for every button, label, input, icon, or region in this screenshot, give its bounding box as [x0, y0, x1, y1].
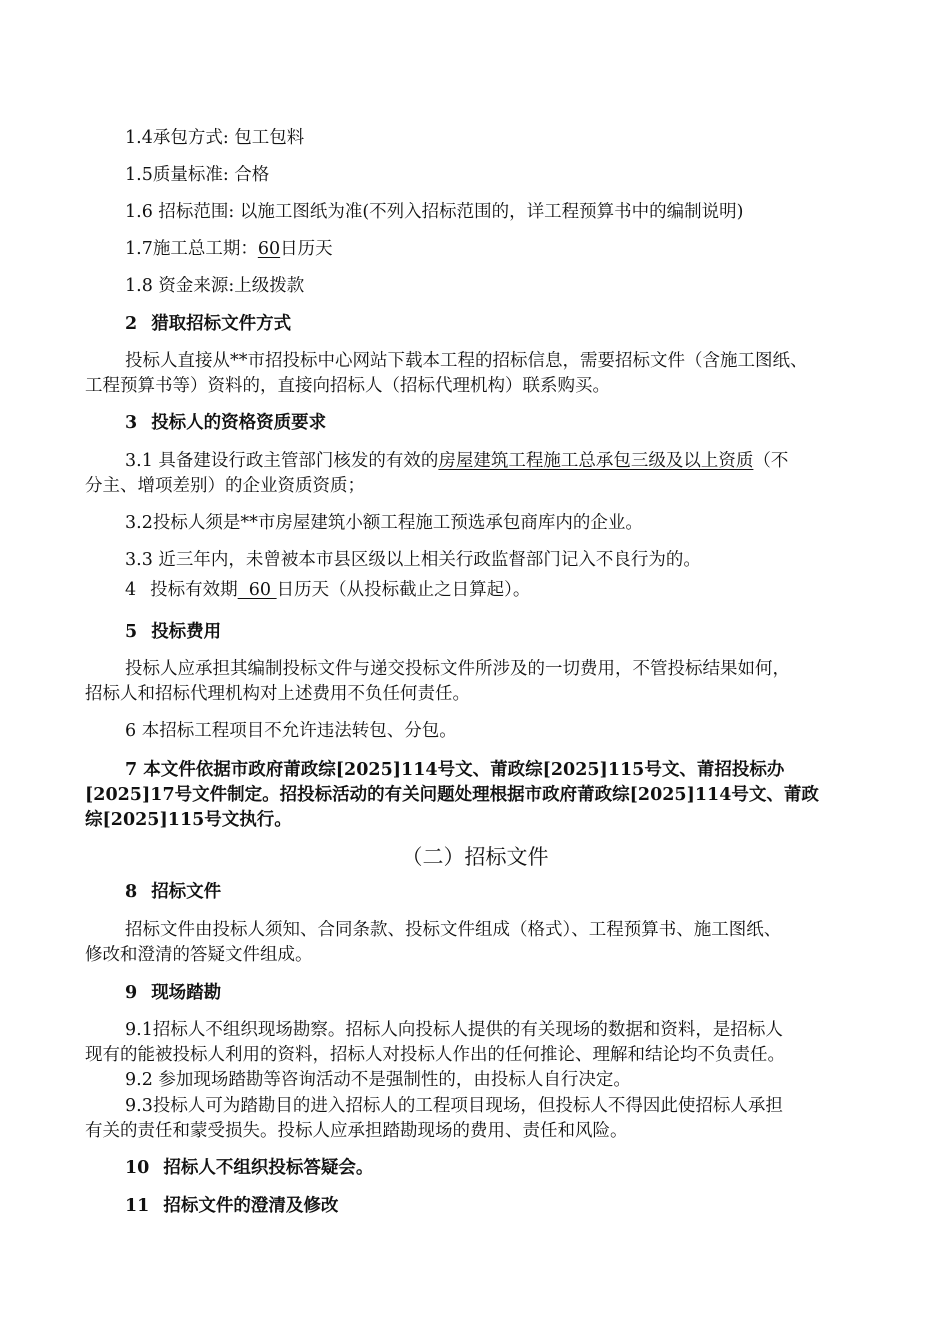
section-9-heading: [125, 981, 221, 1005]
item-1-6: [125, 200, 744, 224]
section-2-para-line-2: 工程预算书等）资料的，直接向招标人（招标代理机构）联系购买。: [85, 376, 610, 396]
item-1-7-suffix: 日历天: [280, 239, 333, 259]
section-5-heading: [125, 620, 221, 644]
section-4-prefix: 投标有效期: [150, 580, 238, 600]
section-7-line-2: [2025]17号文件制定。招投标活动的有关问题处理根据市政府莆政综[2025]114号文、莆政: [85, 785, 819, 805]
item-9-3-line-1: 9.3投标人可为踏勘目的进入招标人的工程项目现场，但投标人不得因此使招标人承担: [125, 1096, 783, 1116]
section-11-title: 招标文件的澄清及修改: [163, 1196, 339, 1216]
section-4-number: 4: [125, 580, 137, 600]
construction-period-value: 60: [257, 239, 281, 259]
section-8-title: 招标文件: [151, 882, 222, 902]
item-9-1-line-1: 9.1招标人不组织现场勘察。招标人向投标人提供的有关现场的数据和资料，是招标人: [125, 1020, 783, 1040]
section-8-para-line-2: 修改和澄清的答疑文件组成。: [85, 945, 313, 965]
item-3-2: 3.2投标人须是**市房屋建筑小额工程施工预选承包商库内的企业。: [125, 513, 643, 533]
section-11-number: 11: [125, 1196, 150, 1216]
item-1-8: [125, 274, 304, 298]
section-3-heading: [125, 411, 326, 435]
section-9-number: 9: [125, 983, 138, 1003]
section-9-title: 现场踏勘: [151, 983, 222, 1003]
item-9-1-line-2: 现有的能被投标人利用的资料，招标人对投标人作出的任何推论、理解和结论均不负责任。: [85, 1045, 785, 1065]
item-1-8-text: 1.8 资金来源:上级拨款: [125, 276, 305, 296]
item-1-7-prefix: 1.7施工总工期：: [125, 239, 258, 259]
item-3-3: 3.3 近三年内，未曾被本市县区级以上相关行政监督部门记入不良行为的。: [125, 550, 701, 570]
item-9-3-line-2: 有关的责任和蒙受损失。投标人应承担踏勘现场的费用、责任和风险。: [85, 1121, 628, 1141]
item-3-1-prefix: 3.1 具备建设行政主管部门核发的有效的: [125, 451, 439, 471]
section-2-number: 2: [125, 314, 138, 334]
section-5-title: 投标费用: [151, 622, 222, 642]
section-2-heading: [125, 312, 291, 336]
section-3-title: 投标人的资格资质要求: [151, 413, 327, 433]
section-4-suffix: 日历天（从投标截止之日算起）。: [276, 580, 531, 600]
qualification-requirement: 房屋建筑工程施工总承包三级及以上资质: [438, 451, 754, 471]
item-1-4: [125, 126, 304, 150]
section-5-number: 5: [125, 622, 138, 642]
section-11-heading: [125, 1194, 338, 1218]
bid-validity-value: 60: [237, 580, 277, 600]
item-3-1-line-2: 分主、增项差别）的企业资质资质；: [85, 476, 365, 496]
section-10-number: 10: [125, 1158, 150, 1178]
item-1-5: [125, 163, 269, 187]
item-9-2: 9.2 参加现场踏勘等咨询活动不是强制性的，由投标人自行决定。: [125, 1070, 631, 1090]
section-3-number: 3: [125, 413, 138, 433]
section-7-line-3: 综[2025]115号文执行。: [85, 810, 292, 830]
item-3-1-line-1: [125, 449, 788, 473]
section-8-number: 8: [125, 882, 138, 902]
item-1-7: [125, 237, 333, 261]
section-8-heading: [125, 880, 221, 904]
section-5-para-line-1: 投标人应承担其编制投标文件与递交投标文件所涉及的一切费用，不管投标结果如何，: [125, 659, 790, 679]
section-10-heading: [125, 1156, 373, 1180]
section-2-title: 猎取招标文件方式: [151, 314, 292, 334]
item-1-4-text: 1.4承包方式: 包工包料: [125, 128, 305, 148]
section-6: 6 本招标工程项目不允许违法转包、分包。: [125, 721, 457, 741]
item-1-5-text: 1.5质量标准: 合格: [125, 165, 270, 185]
section-2-para-line-1: 投标人直接从**市招投标中心网站下载本工程的招标信息，需要招标文件（含施工图纸、: [125, 351, 808, 371]
part-2-heading: （二）招标文件: [401, 845, 549, 869]
section-8-para-line-1: 招标文件由投标人须知、合同条款、投标文件组成（格式）、工程预算书、施工图纸、: [125, 920, 782, 940]
section-7-line-1: 7 本文件依据市政府莆政综[2025]114号文、莆政综[2025]115号文、莆招投标办: [125, 760, 785, 780]
item-1-6-text: 1.6 招标范围: 以施工图纸为准(不列入招标范围的，详工程预算书中的编制说明): [125, 202, 744, 222]
item-3-1-suffix: （不: [753, 451, 789, 471]
section-5-para-line-2: 招标人和招标代理机构对上述费用不负任何责任。: [85, 684, 470, 704]
section-10-title: 招标人不组织投标答疑会。: [163, 1158, 374, 1178]
section-4: [125, 578, 530, 602]
